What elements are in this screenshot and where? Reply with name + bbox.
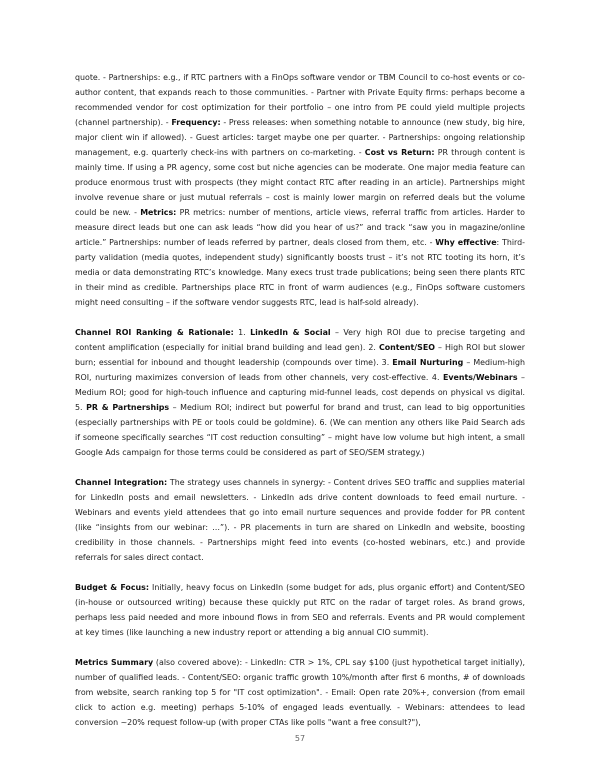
bold-term-email-nurturing: Email Nurturing bbox=[392, 358, 464, 367]
paragraph-channel-integration bbox=[75, 475, 525, 565]
text-run: quote. - Partnerships: e.g., if RTC partners with a FinOps software vendor or TBM Council to co-host events or co-author content, that expands reach to those communities. - Partner with Private Equity firms: perhaps become a recommended vendor for cost optimization for their portfolio – one intro from PE could yield multiple projects (channel partnership). - bbox=[75, 73, 525, 127]
bold-heading-metrics-summary: Metrics Summary bbox=[75, 658, 154, 667]
bold-heading-channel-integration: Channel Integration: bbox=[75, 478, 168, 487]
paragraph-pr-partnerships bbox=[75, 70, 525, 310]
text-run: 1. bbox=[233, 328, 251, 337]
text-run: : Third-party validation (media quotes, independent study) significantly boosts trust – it’s not RTC tooting its horn, it’s media or data demonstrating RTC’s knowledge. Many execs trust trade publications; being seen there plants RTC in their mind as credible. Partnerships place RTC in front of warm audiences (e.g., FinOps software customers might need consulting – if the software vendor suggests RTC, lead is half-sold already). bbox=[75, 238, 525, 307]
text-run: – Medium-high ROI, nurturing maximizes conversion of leads from other channels, very cost-effective. 4. bbox=[75, 358, 525, 382]
bold-term-linkedin-social: LinkedIn & Social bbox=[250, 328, 331, 337]
bold-heading-frequency: Frequency: bbox=[171, 118, 221, 127]
text-run: The strategy uses channels in synergy: - Content drives SEO traffic and supplies material for LinkedIn posts and email newsletters. - LinkedIn ads drive content downloads to feed email nurture. - Webinars and events yield attendees that go into email nurture sequences and provide fodder for PR content (like “insights from our webinar: …”). - PR placements in turn are shared on LinkedIn and website, boosting credibility in those channels. - Partnerships might feed into events (co-hosted webinars, etc.) and provide referrals for sales direct contact. bbox=[75, 478, 525, 562]
bold-heading-metrics: Metrics: bbox=[140, 208, 177, 217]
text-run: PR metrics: number of mentions, article views, referral traffic from articles. Harder to measure direct leads but one can ask leads “how did you hear of us?” and track “saw you in magazine/online article.” Partnerships: number of leads referred by partner, deals closed from them, etc. - bbox=[75, 208, 525, 247]
text-run: – Very high ROI due to precise targeting and content amplification (especially for initial brand building and lead gen). 2. bbox=[75, 328, 525, 352]
bold-term-pr-partnerships: PR & Partnerships bbox=[86, 403, 170, 412]
text-run: – High ROI but slower burn; essential for inbound and thought leadership (compounds over time). 3. bbox=[75, 343, 525, 367]
text-run: - Press releases: when something notable to announce (new study, big hire, major client win if allowed). - Guest articles: target maybe one per quarter. - Partnerships: ongoing relationship management, e.g. quarterly check-ins with partners on co-marketing. - bbox=[75, 118, 525, 157]
paragraph-channel-roi-ranking bbox=[75, 325, 525, 460]
text-run: – Medium ROI; indirect but powerful for brand and trust, can lead to big opportunities (especially partnerships with PE or tools could be goldmine). 6. (We can mention any others like Paid Search ads if someone specifically searches “IT cost reduction consulting” – might have low volume but high intent, a small Google Ads campaign for those terms could be considered as part of SEO/SEM strategy.) bbox=[75, 403, 525, 457]
text-run: – Medium ROI; good for high-touch influence and capturing mid-funnel leads, cost depends on physical vs digital. 5. bbox=[75, 373, 525, 412]
bold-heading-budget-focus: Budget & Focus: bbox=[75, 583, 150, 592]
bold-term-content-seo: Content/SEO bbox=[378, 343, 435, 352]
bold-heading-cost-vs-return: Cost vs Return: bbox=[364, 148, 435, 157]
bold-heading-channel-roi: Channel ROI Ranking & Rationale: bbox=[75, 328, 234, 337]
paragraph-metrics-summary bbox=[75, 655, 525, 730]
bold-term-events-webinars: Events/Webinars bbox=[443, 373, 518, 382]
paragraph-budget-focus bbox=[75, 580, 525, 640]
text-run: Initially, heavy focus on LinkedIn (some budget for ads, plus organic effort) and Content/SEO (in-house or outsourced writing) because these quickly put RTC on the radar of target roles. As brand grows, perhaps less paid needed and more inbound flows in from SEO and referrals. Events and PR would complement at key times (like launching a new industry report or attending a big annual CIO summit). bbox=[75, 583, 525, 637]
text-run: (also covered above): - LinkedIn: CTR > 1%, CPL say $100 (just hypothetical target initially), number of qualified leads. - Content/SEO: organic traffic growth 10%/month after first 6 months, # of downloads from website, search ranking top 5 for "IT cost optimization". - Email: Open rate 20%+, conversion (from email click to action e.g. meeting) perhaps 5-10% of engaged leads eventually. - Webinars: attendees to lead conversion ~20% request follow-up (with proper CTAs like polls "want a free consult?"), bbox=[75, 658, 525, 727]
page-content bbox=[75, 70, 525, 745]
page-number: 57 bbox=[294, 734, 306, 743]
bold-heading-why-effective: Why effective bbox=[435, 238, 497, 247]
text-run: PR through content is mainly time. If using a PR agency, some cost but niche agencies can be moderate. One major media feature can produce enormous trust with prospects (they might contact RTC after reading in an article). Partnerships might involve revenue share or just mutual referrals – cost is mainly lower margin on referred deals but the volume could be new. - bbox=[75, 148, 525, 217]
